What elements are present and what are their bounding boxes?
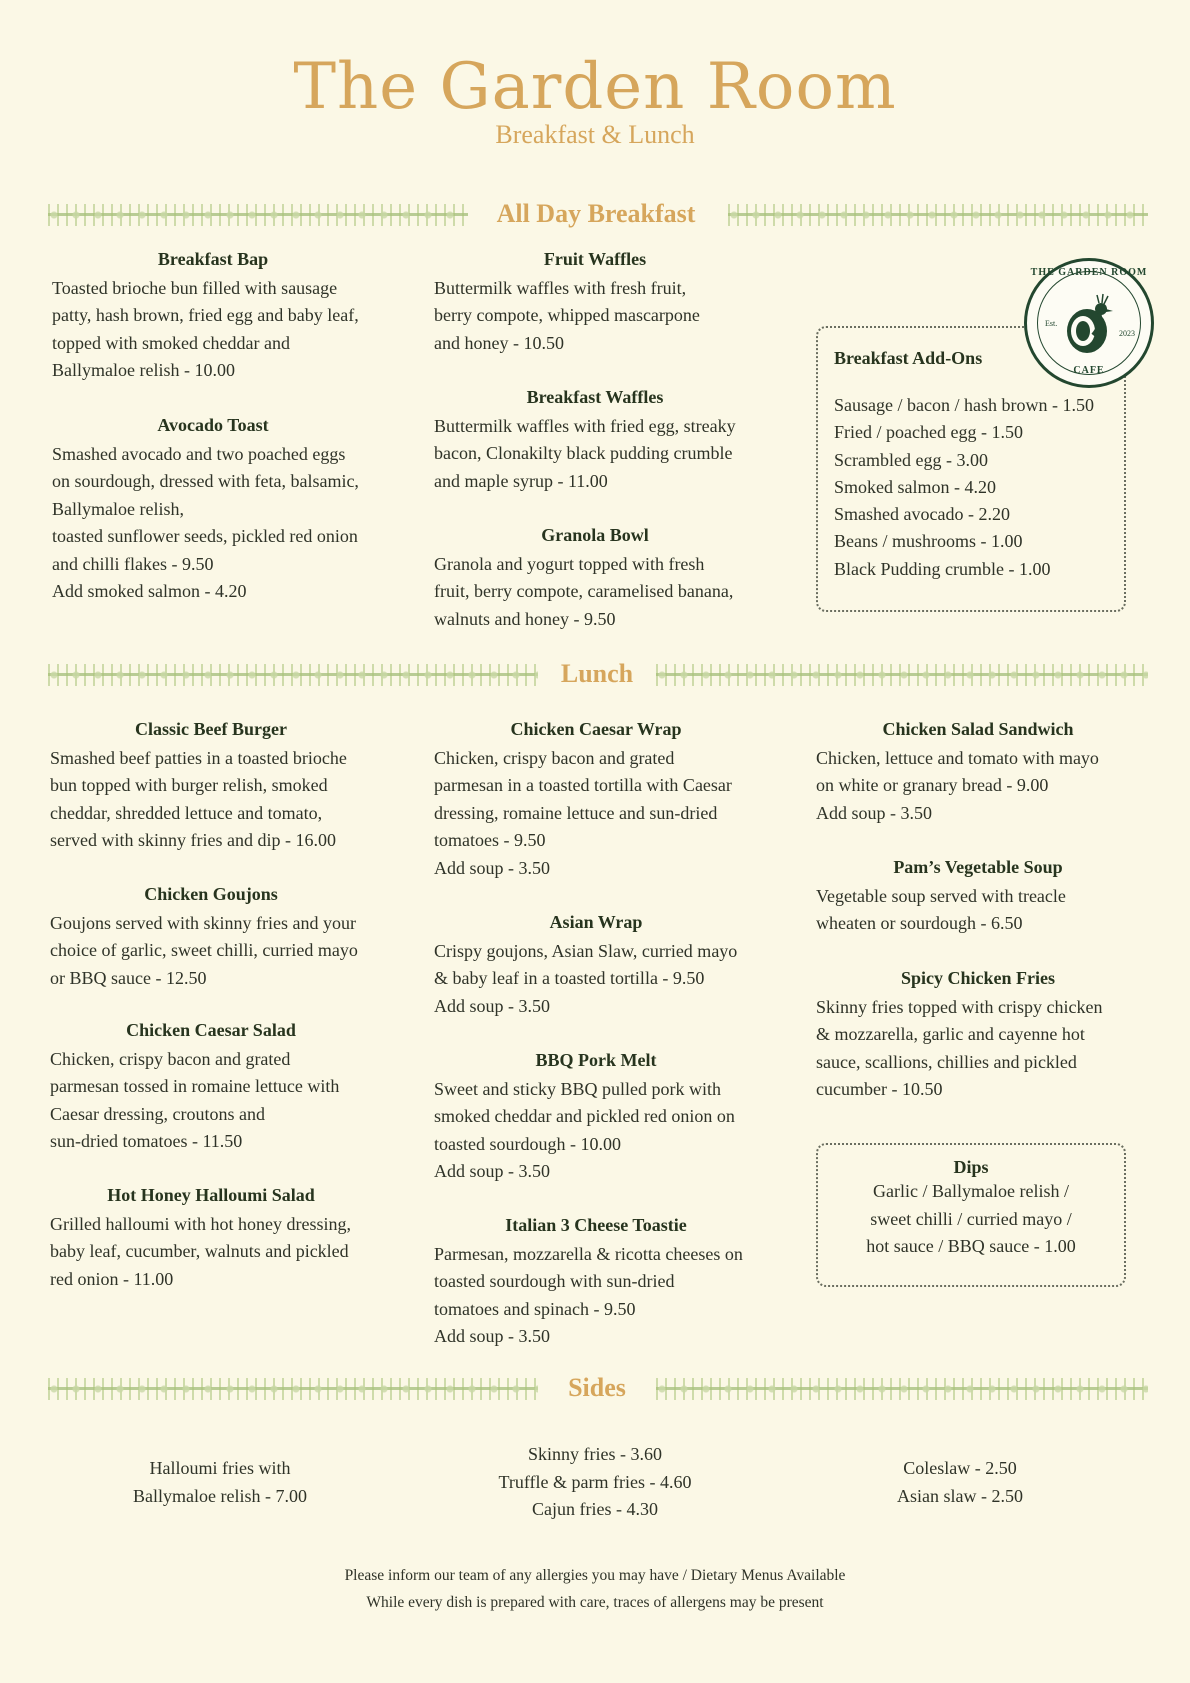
footer-line-2: While every dish is prepared with care, traces of allergens may be present (366, 1594, 824, 1611)
badge-top-text: THE GARDEN ROOM (1030, 267, 1148, 278)
menu-item (52, 246, 374, 385)
item-name: Breakfast Bap (157, 249, 269, 269)
menu-item (434, 522, 756, 633)
item-description: Vegetable soup served with treacle wheaten or sourdough - 6.50 (816, 885, 1066, 933)
section-header-breakfast (48, 194, 1148, 234)
item-description: Buttermilk waffles with fried egg, streaky bacon, Clonakilty black pudding crumble and maple syrup - 11.00 (434, 415, 736, 491)
item-description: Parmesan, mozzarella & ricotta cheeses on toasted sourdough with sun-dried tomatoes and spinach - 9.50 Add soup - 3.50 (434, 1243, 743, 1346)
addon-item: Beans / mushrooms - 1.00 (834, 531, 1023, 552)
item-description: Chicken, crispy bacon and grated parmesan tossed in romaine lettuce with Caesar dressing, croutons and sun-dried tomatoes - 11.50 (50, 1048, 340, 1151)
menu-item (50, 881, 372, 992)
item-description: Smashed beef patties in a toasted brioche bun topped with burger relish, smoked cheddar, shredded lettuce and tomato, served with skinny fries and dip - 16.00 (50, 747, 347, 850)
badge-bottom-text: CAFE (1073, 365, 1105, 376)
section-header-lunch (48, 654, 1148, 694)
item-name: Asian Wrap (549, 912, 643, 932)
badge-year: 2023 (1119, 329, 1135, 338)
sides-right: Coleslaw - 2.50 Asian slaw - 2.50 (897, 1458, 1023, 1506)
vine-decoration (48, 664, 538, 686)
addon-item: Fried / poached egg - 1.50 (834, 422, 1023, 443)
section-title-lunch: Lunch (560, 659, 634, 688)
item-description: Buttermilk waffles with fresh fruit, berry compote, whipped mascarpone and honey - 10.50 (434, 277, 700, 353)
sides-center: Skinny fries - 3.60 Truffle & parm fries - 4.60 Cajun fries - 4.30 (498, 1444, 692, 1519)
cafe-logo-badge (1024, 258, 1154, 388)
allergy-notice (0, 1562, 1190, 1616)
vine-decoration (48, 204, 468, 226)
vine-decoration (656, 1378, 1148, 1400)
item-name: Spicy Chicken Fries (900, 968, 1055, 988)
menu-item (434, 384, 756, 495)
section-title-breakfast: All Day Breakfast (496, 199, 696, 228)
item-description: Skinny fries topped with crispy chicken & mozzarella, garlic and cayenne hot sauce, scallions, chillies and pickled cucumber - 10.50 (816, 996, 1103, 1099)
addon-item: Smashed avocado - 2.20 (834, 504, 1010, 525)
item-description: Goujons served with skinny fries and your choice of garlic, sweet chilli, curried mayo or BBQ sauce - 12.50 (50, 912, 358, 988)
footer-line-1: Please inform our team of any allergies you may have / Dietary Menus Available (344, 1567, 846, 1584)
section-header-sides (48, 1368, 1148, 1408)
item-name: Chicken Caesar Salad (126, 1020, 296, 1040)
addon-item: Sausage / bacon / hash brown - 1.50 (834, 395, 1094, 415)
sides-left: Halloumi fries with Ballymaloe relish - 7.00 (133, 1458, 307, 1506)
item-name: Chicken Salad Sandwich (882, 719, 1074, 739)
item-description: Toasted brioche bun filled with sausage patty, hash brown, fried egg and baby leaf, topped with smoked cheddar and Ballymaloe relish - 10.00 (52, 277, 359, 380)
item-description: Chicken, lettuce and tomato with mayo on white or granary bread - 9.00 Add soup - 3.50 (816, 747, 1099, 823)
item-description: Chicken, crispy bacon and grated parmesan in a toasted tortilla with Caesar dressing, romaine lettuce and sun-dried tomatoes - 9.50 Add soup - 3.50 (434, 747, 732, 878)
menu-item (434, 1047, 758, 1186)
addon-item: Scrambled egg - 3.00 (834, 449, 988, 470)
vine-decoration (656, 664, 1148, 686)
item-description: Crispy goujons, Asian Slaw, curried mayo & baby leaf in a toasted tortilla - 9.50 Add soup - 3.50 (434, 940, 738, 1016)
menu-item (816, 965, 1140, 1104)
item-name: Granola Bowl (541, 525, 649, 545)
restaurant-name: The Garden Room (293, 50, 897, 124)
menu-item (50, 1182, 372, 1293)
item-name: Chicken Goujons (144, 884, 278, 904)
item-name: Breakfast Waffles (526, 387, 664, 407)
item-description: Grilled halloumi with hot honey dressing, baby leaf, cucumber, walnuts and pickled red onion - 11.00 (50, 1213, 351, 1289)
menu-item (816, 716, 1140, 827)
dips-box (816, 1143, 1126, 1287)
menu-item (434, 246, 756, 357)
item-name: Hot Honey Halloumi Salad (107, 1185, 315, 1205)
peacock-icon (1063, 291, 1117, 357)
addon-item: Black Pudding crumble - 1.00 (834, 558, 1051, 579)
menu-item (434, 909, 758, 1020)
item-name: Fruit Waffles (543, 249, 647, 269)
dips-title: Dips (953, 1157, 989, 1177)
addons-title: Breakfast Add-Ons (834, 348, 983, 368)
vine-decoration (728, 204, 1148, 226)
item-name: BBQ Pork Melt (535, 1050, 657, 1070)
item-name: Chicken Caesar Wrap (510, 719, 682, 739)
menu-item (816, 854, 1140, 938)
menu-item (52, 412, 374, 606)
addon-item: Smoked salmon - 4.20 (834, 476, 996, 497)
item-name: Classic Beef Burger (135, 719, 287, 739)
badge-est: Est. (1045, 319, 1058, 328)
vine-decoration (48, 1378, 538, 1400)
item-name: Avocado Toast (157, 415, 269, 435)
dips-description: Garlic / Ballymaloe relish / sweet chilli / curried mayo / hot sauce / BBQ sauce - 1.00 (866, 1181, 1076, 1256)
item-description: Sweet and sticky BBQ pulled pork with smoked cheddar and pickled red onion on toasted sourdough - 10.00 Add soup - 3.50 (434, 1078, 735, 1181)
item-description: Granola and yogurt topped with fresh fruit, berry compote, caramelised banana, walnuts and honey - 9.50 (434, 553, 734, 629)
menu-item (50, 1017, 372, 1156)
addons-list (834, 392, 1094, 583)
menu-item (434, 716, 758, 882)
item-name: Italian 3 Cheese Toastie (505, 1215, 687, 1235)
item-name: Pam’s Vegetable Soup (893, 857, 1063, 877)
menu-subtitle: Breakfast & Lunch (495, 120, 695, 149)
menu-item (434, 1212, 758, 1351)
section-title-sides: Sides (568, 1373, 626, 1402)
menu-item (50, 716, 372, 855)
item-description: Smashed avocado and two poached eggs on sourdough, dressed with feta, balsamic, Ballymaloe relish, toasted sunflower seeds, pickled red onion and chilli flakes - 9.50 Add smoked salmon - 4.20 (52, 443, 359, 601)
